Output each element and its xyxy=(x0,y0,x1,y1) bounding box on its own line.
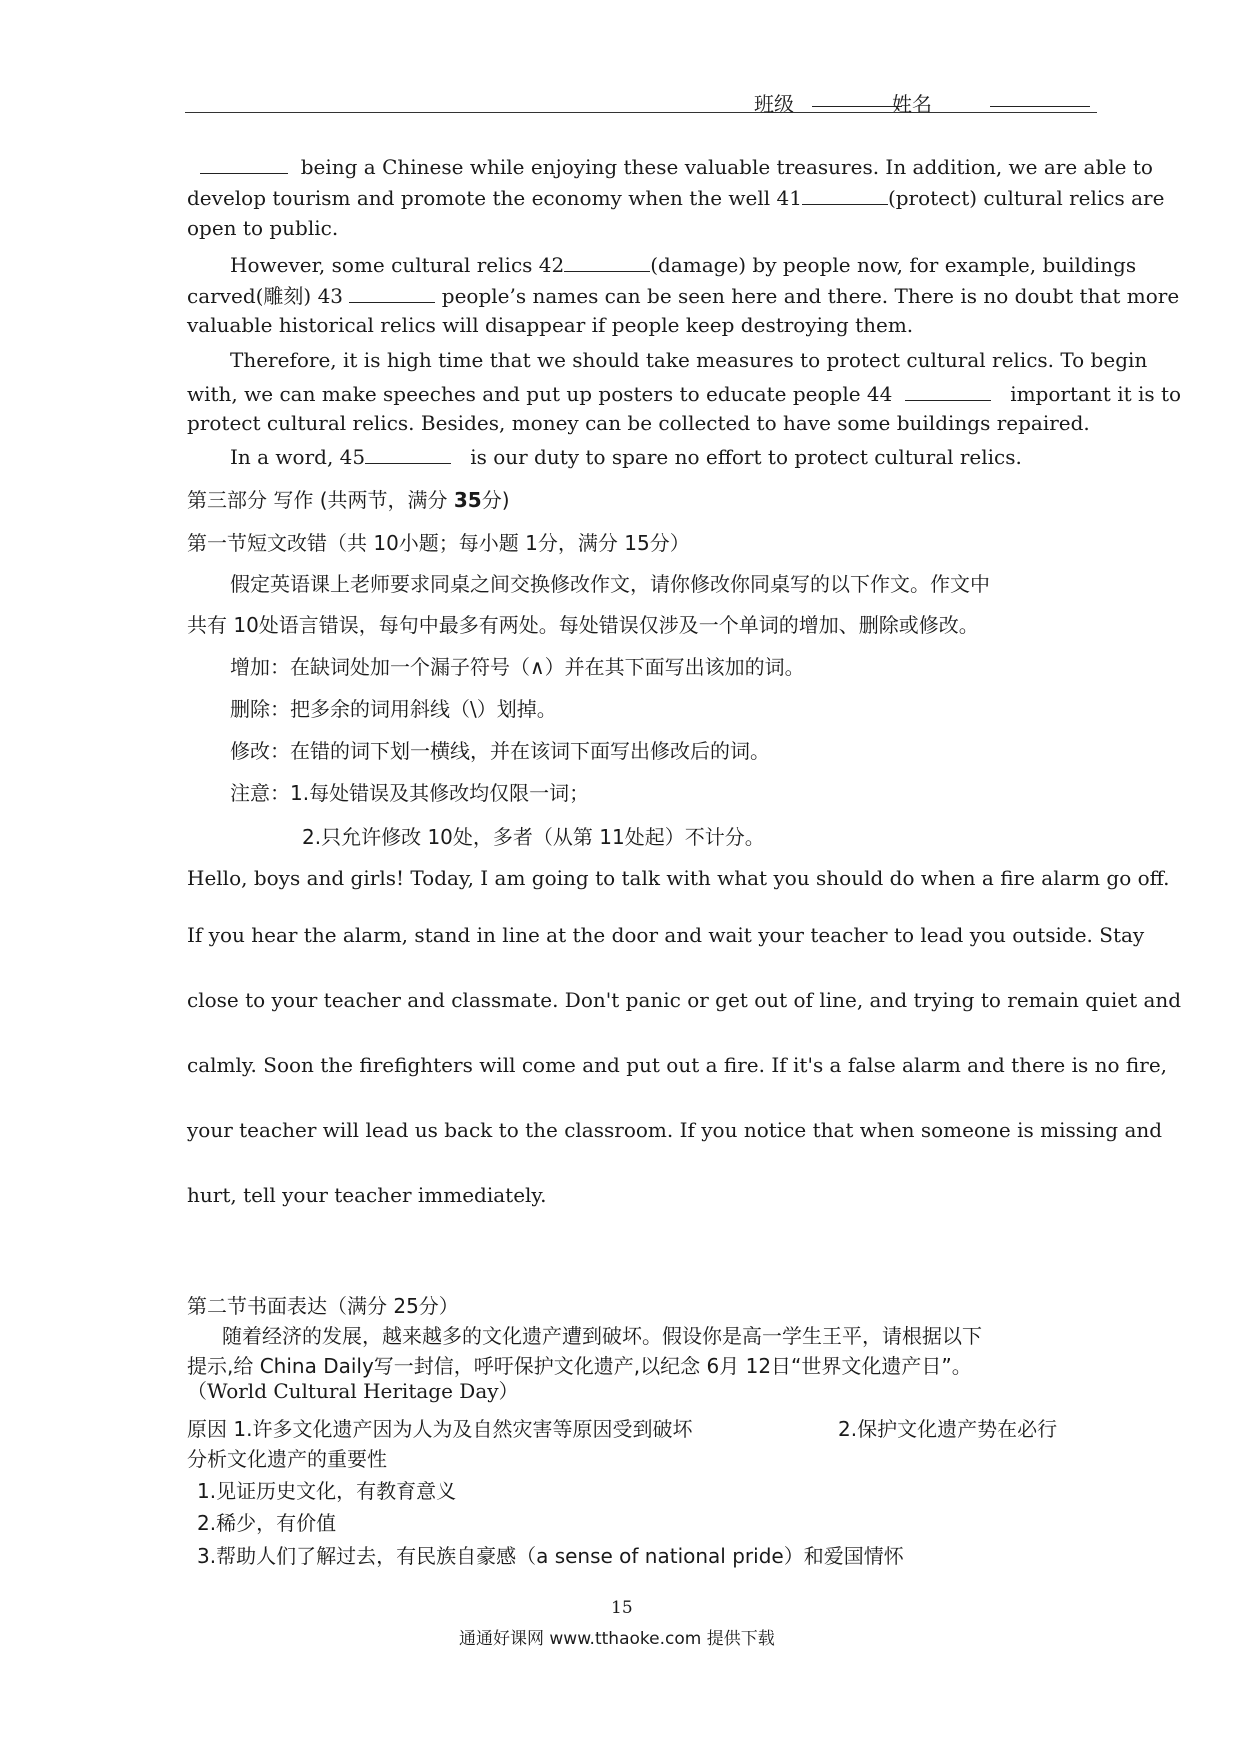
rule-modify: 修改：在错的词下划一横线，并在该词下面写出修改后的词。 xyxy=(230,739,770,763)
essay-line-4: calmly. Soon the firefighters will come and put out a fire. If it's a false alarm and there is no fire, xyxy=(187,1053,1168,1077)
essay-line-1: Hello, boys and girls! Today, I am going to talk with what you should do when a fire alarm go off. xyxy=(187,866,1170,890)
rule-add: 增加：在缺词处加一个漏子符号（∧）并在其下面写出该加的词。 xyxy=(230,655,805,679)
point-3: 3.帮助人们了解过去，有民族自豪感（a sense of national pride）和爱国情怀 xyxy=(197,1544,904,1568)
passage-line-1: being a Chinese while enjoying these valuable treasures. In addition, we are able to xyxy=(200,155,1153,177)
analysis-heading: 分析文化遗产的重要性 xyxy=(187,1447,387,1471)
note-2: 2.只允许修改 10处，多者（从第 11处起）不计分。 xyxy=(302,825,765,849)
page-number: 15 xyxy=(611,1598,633,1618)
section2-intro-3: （World Cultural Heritage Day） xyxy=(187,1379,519,1403)
passage-line-4: However, some cultural relics 42 (damage) by people now, for example, buildings xyxy=(230,253,1137,277)
essay-line-5: your teacher will lead us back to the classroom. If you notice that when someone is missing and xyxy=(187,1118,1163,1142)
passage-line-8: with, we can make speeches and put up posters to educate people 44 important it is to xyxy=(187,382,1182,406)
passage-line-6: valuable historical relics will disappear if people keep destroying them. xyxy=(187,313,914,337)
essay-line-6: hurt, tell your teacher immediately. xyxy=(187,1183,547,1207)
class-label: 班级 xyxy=(754,92,794,116)
class-blank xyxy=(812,106,902,107)
passage-line-7: Therefore, it is high time that we should take measures to protect cultural relics. To begin xyxy=(230,348,1148,372)
section1-intro-2: 共有 10处语言错误，每句中最多有两处。每处错误仅涉及一个单词的增加、删除或修改。 xyxy=(187,613,979,637)
section2-title: 第二节书面表达（满分 25分） xyxy=(187,1294,459,1318)
section1-title: 第一节短文改错（共 10小题；每小题 1分，满分 15分） xyxy=(187,531,690,555)
name-label: 姓名 xyxy=(892,92,932,116)
blank-45 xyxy=(365,445,451,464)
blank-41 xyxy=(802,186,888,205)
blank-40 xyxy=(200,155,288,174)
passage-line-9: protect cultural relics. Besides, money can be collected to have some buildings repaired. xyxy=(187,411,1090,435)
section2-intro-1: 随着经济的发展，越来越多的文化遗产遭到破坏。假设你是高一学生王平，请根据以下 xyxy=(222,1324,982,1348)
name-blank xyxy=(990,106,1090,107)
passage-line-3: open to public. xyxy=(187,216,339,240)
note-1: 注意：1.每处错误及其修改均仅限一词； xyxy=(230,781,590,805)
point-1: 1.见证历史文化，有教育意义 xyxy=(197,1479,457,1503)
header-rule xyxy=(185,112,1097,113)
passage-line-5: carved(雕刻) 43 people’s names can be seen here and there. There is no doubt that more xyxy=(187,284,1180,308)
essay-line-2: If you hear the alarm, stand in line at the door and wait your teacher to lead you outside. Stay xyxy=(187,923,1145,947)
passage-line-2: develop tourism and promote the economy when the well 41 (protect) cultural relics are xyxy=(187,186,1165,210)
passage-line-10: In a word, 45 is our duty to spare no effort to protect cultural relics. xyxy=(230,445,1022,469)
footer-source: 通通好课网 www.tthaoke.com 提供下载 xyxy=(459,1629,775,1649)
part3-title: 第三部分 写作 (共两节，满分 35分) xyxy=(187,488,510,512)
blank-44 xyxy=(905,382,991,401)
essay-line-3: close to your teacher and classmate. Don't panic or get out of line, and trying to remain quiet and xyxy=(187,988,1182,1012)
rule-delete: 删除：把多余的词用斜线（\）划掉。 xyxy=(230,697,557,721)
section2-intro-2: 提示,给 China Daily写一封信，呼吁保护文化遗产,以纪念 6月 12日“世界文化遗产日”。 xyxy=(187,1354,972,1378)
blank-43 xyxy=(349,284,435,303)
section1-intro-1: 假定英语课上老师要求同桌之间交换修改作文，请你修改你同桌写的以下作文。作文中 xyxy=(230,572,990,596)
blank-42 xyxy=(564,253,650,272)
reason-1: 原因 1.许多文化遗产因为人为及自然灾害等原因受到破坏 xyxy=(187,1417,693,1441)
reason-2: 2.保护文化遗产势在必行 xyxy=(838,1417,1058,1441)
point-2: 2.稀少，有价值 xyxy=(197,1511,337,1535)
